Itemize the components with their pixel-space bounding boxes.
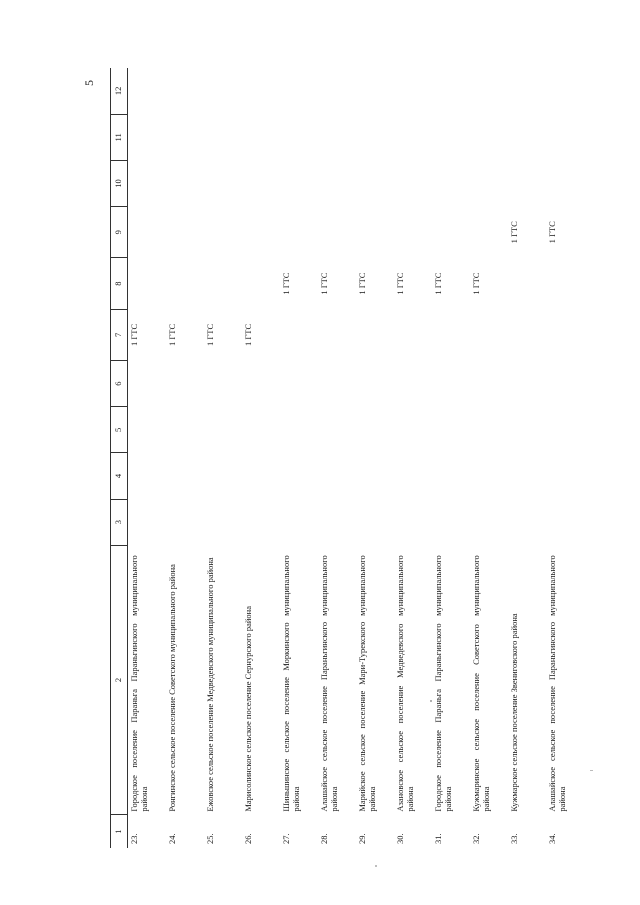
cell-8: 1 ГТС [395, 272, 405, 295]
row-number: 24. [167, 833, 177, 844]
cell-3 [280, 499, 318, 545]
cell-11 [166, 114, 204, 160]
cell-6 [432, 361, 470, 407]
row-number: 23. [129, 833, 139, 844]
table-row [508, 68, 546, 848]
cell-11 [432, 114, 470, 160]
cell-3 [242, 499, 280, 545]
table-row [280, 68, 318, 848]
cell-8: 1 ГТС [357, 272, 367, 295]
row-number: 33. [509, 833, 519, 844]
table-row [470, 68, 508, 848]
cell-6 [280, 361, 318, 407]
cell-6 [166, 361, 204, 407]
cell-6 [508, 361, 546, 407]
cell-8 [204, 258, 242, 309]
cell-11 [508, 114, 546, 160]
table-row [242, 68, 280, 848]
cell-3 [508, 499, 546, 545]
column-header: 1 [111, 815, 128, 848]
settlement-name: Ронгинское сельское поселение Советского муниципального района [167, 564, 177, 812]
cell-9 [242, 207, 280, 258]
cell-9 [470, 207, 508, 258]
table-row [394, 68, 432, 848]
cell-5 [166, 407, 204, 453]
cell-6 [318, 361, 356, 407]
cell-9: 1 ГТС [509, 221, 519, 244]
scan-speck [375, 865, 377, 867]
cell-10 [546, 160, 584, 206]
cell-5 [242, 407, 280, 453]
cell-12 [242, 68, 280, 114]
settlement-name: Городское поселение Параньга Параньгинского муниципального района [433, 555, 453, 812]
settlement-name: Марисолинское сельское поселение Сернурского района [243, 606, 253, 812]
cell-9 [204, 207, 242, 258]
cell-12 [318, 68, 356, 114]
cell-12 [166, 68, 204, 114]
cell-5 [546, 407, 584, 453]
column-header: 4 [111, 453, 128, 499]
cell-11 [242, 114, 280, 160]
cell-7 [546, 309, 584, 360]
cell-9 [432, 207, 470, 258]
row-number: 31. [433, 833, 443, 844]
cell-3 [470, 499, 508, 545]
cell-5 [508, 407, 546, 453]
cell-3 [546, 499, 584, 545]
cell-5 [356, 407, 394, 453]
cell-11 [394, 114, 432, 160]
cell-12 [432, 68, 470, 114]
cell-5 [432, 407, 470, 453]
column-header: 7 [111, 309, 128, 360]
cell-10 [166, 160, 204, 206]
cell-12 [508, 68, 546, 114]
cell-3 [204, 499, 242, 545]
column-header: 3 [111, 499, 128, 545]
cell-6 [470, 361, 508, 407]
cell-4 [508, 453, 546, 499]
cell-7 [470, 309, 508, 360]
row-number: 30. [395, 833, 405, 844]
cell-8: 1 ГТС [281, 272, 291, 295]
column-header: 8 [111, 258, 128, 309]
cell-4 [204, 453, 242, 499]
cell-4 [356, 453, 394, 499]
cell-4 [242, 453, 280, 499]
cell-6 [394, 361, 432, 407]
cell-9 [394, 207, 432, 258]
page-number: 5 [82, 80, 96, 86]
cell-3 [128, 499, 167, 545]
settlement-name: Кужмаринское сельское поселение Советского муниципального района [471, 555, 491, 812]
cell-3 [432, 499, 470, 545]
cell-11 [204, 114, 242, 160]
row-number: 28. [319, 833, 329, 844]
cell-10 [508, 160, 546, 206]
header-row [111, 68, 128, 848]
cell-3 [394, 499, 432, 545]
cell-6 [204, 361, 242, 407]
cell-7 [394, 309, 432, 360]
settlement-name: Кужмарское сельское поселение Звениговского района [509, 613, 519, 812]
cell-9: 1 ГТС [547, 221, 557, 244]
cell-4 [280, 453, 318, 499]
cell-4 [394, 453, 432, 499]
settlement-name: Ежовское сельское поселение Медведевского муниципального района [205, 557, 215, 812]
cell-6 [356, 361, 394, 407]
cell-7: 1 ГТС [243, 323, 253, 346]
cell-7: 1 ГТС [205, 323, 215, 346]
table-row [432, 68, 470, 848]
cell-6 [242, 361, 280, 407]
cell-8 [508, 258, 546, 309]
cell-4 [128, 453, 167, 499]
row-number: 34. [547, 833, 557, 844]
cell-10 [318, 160, 356, 206]
cell-5 [470, 407, 508, 453]
cell-8: 1 ГТС [319, 272, 329, 295]
cell-9 [166, 207, 204, 258]
cell-4 [470, 453, 508, 499]
cell-9 [280, 207, 318, 258]
cell-10 [432, 160, 470, 206]
cell-12 [280, 68, 318, 114]
cell-11 [128, 114, 167, 160]
row-number: 27. [281, 833, 291, 844]
cell-10 [470, 160, 508, 206]
cell-8: 1 ГТС [471, 272, 481, 295]
cell-10 [242, 160, 280, 206]
cell-9 [356, 207, 394, 258]
column-header: 5 [111, 407, 128, 453]
cell-7: 1 ГТС [167, 323, 177, 346]
cell-5 [394, 407, 432, 453]
settlement-name: Шиньшинское сельское поселение Моркинского муниципального района [281, 555, 301, 812]
scan-speck [590, 770, 593, 771]
cell-5 [128, 407, 167, 453]
municipal-table [110, 68, 584, 848]
cell-7 [432, 309, 470, 360]
column-header: 6 [111, 361, 128, 407]
settlement-name: Городское поселение Параньга Параньгинского муниципального района [129, 555, 149, 812]
table-row [128, 68, 167, 848]
row-number: 25. [205, 833, 215, 844]
cell-7 [356, 309, 394, 360]
cell-12 [546, 68, 584, 114]
column-header: 10 [111, 160, 128, 206]
cell-12 [470, 68, 508, 114]
cell-5 [318, 407, 356, 453]
cell-5 [204, 407, 242, 453]
column-header: 9 [111, 207, 128, 258]
cell-9 [128, 207, 167, 258]
settlement-name: Алашайское сельское поселение Параньгинского муниципального района [319, 555, 339, 812]
settlement-name: Азановское сельское поселение Медведевского муниципального района [395, 555, 415, 812]
cell-7 [508, 309, 546, 360]
cell-11 [356, 114, 394, 160]
cell-4 [318, 453, 356, 499]
cell-12 [204, 68, 242, 114]
column-header: 12 [111, 68, 128, 114]
cell-8: 1 ГТС [433, 272, 443, 295]
row-number: 26. [243, 833, 253, 844]
settlement-name: Алашайское сельское поселение Параньгинского муниципального района [547, 555, 567, 812]
cell-5 [280, 407, 318, 453]
row-number: 32. [471, 833, 481, 844]
rotated-table-frame [110, 68, 567, 848]
cell-7: 1 ГТС [129, 323, 139, 346]
cell-4 [546, 453, 584, 499]
cell-8 [166, 258, 204, 309]
cell-10 [204, 160, 242, 206]
cell-8 [546, 258, 584, 309]
cell-11 [546, 114, 584, 160]
cell-10 [128, 160, 167, 206]
cell-6 [546, 361, 584, 407]
cell-4 [432, 453, 470, 499]
cell-4 [166, 453, 204, 499]
cell-8 [128, 258, 167, 309]
cell-10 [356, 160, 394, 206]
cell-12 [356, 68, 394, 114]
cell-3 [356, 499, 394, 545]
cell-12 [128, 68, 167, 114]
table-row [546, 68, 584, 848]
cell-8 [242, 258, 280, 309]
scan-speck [430, 700, 432, 702]
table-row [204, 68, 242, 848]
settlement-name: Марийское сельское поселение Мари-Турекского муниципального района [357, 555, 377, 812]
column-header: 11 [111, 114, 128, 160]
cell-12 [394, 68, 432, 114]
cell-10 [280, 160, 318, 206]
cell-9 [318, 207, 356, 258]
cell-7 [318, 309, 356, 360]
table-row [318, 68, 356, 848]
table-row [166, 68, 204, 848]
column-header: 2 [111, 545, 128, 814]
row-number: 29. [357, 833, 367, 844]
table-row [356, 68, 394, 848]
cell-6 [128, 361, 167, 407]
cell-3 [166, 499, 204, 545]
cell-11 [318, 114, 356, 160]
cell-3 [318, 499, 356, 545]
cell-10 [394, 160, 432, 206]
cell-11 [470, 114, 508, 160]
cell-11 [280, 114, 318, 160]
cell-7 [280, 309, 318, 360]
